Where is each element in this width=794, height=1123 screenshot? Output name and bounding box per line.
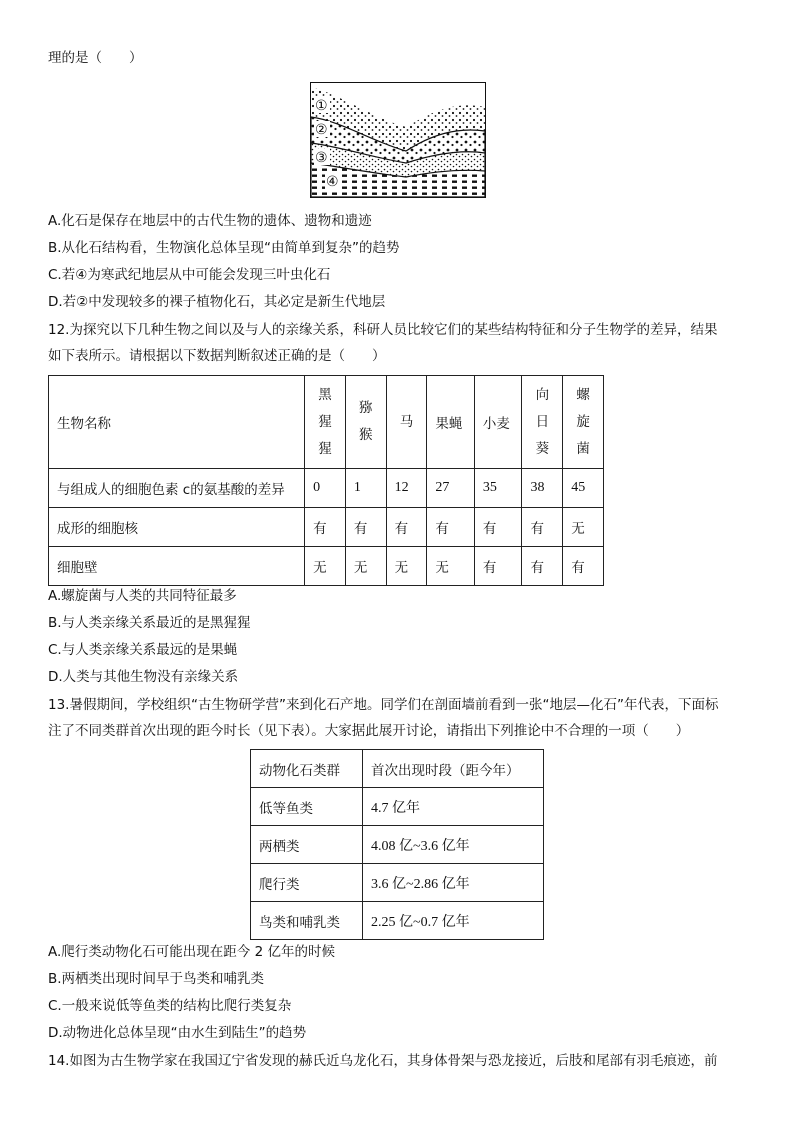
- species-header: 螺旋菌: [576, 386, 590, 457]
- q13-option-a: A.爬行类动物化石可能出现在距今 2 亿年的时候: [48, 944, 335, 960]
- q12-stem-line2: 如下表所示。请根据以下数据判断叙述正确的是（ ）: [48, 348, 386, 364]
- q12-option-a: A.螺旋菌与人类的共同特征最多: [48, 588, 237, 604]
- layer-label-3: ③: [315, 150, 328, 166]
- table-cell: 12: [386, 469, 427, 508]
- table-cell: 有: [474, 508, 522, 547]
- row-label: 细胞壁: [49, 547, 305, 586]
- table-cell: 4.08 亿~3.6 亿年: [363, 826, 544, 864]
- q12-stem-line1: 12.为探究以下几种生物之间以及与人的亲缘关系，科研人员比较它们的某些结构特征和分子生物学的差异，结果: [48, 322, 718, 338]
- table-cell: 4.7 亿年: [363, 788, 544, 826]
- species-header: 黑猩猩: [318, 386, 332, 457]
- layer-label-4: ④: [326, 174, 339, 190]
- species-header: 果蝇: [427, 376, 475, 469]
- table-cell: 有: [522, 508, 563, 547]
- table-row: [49, 547, 604, 586]
- table-cell: 无: [427, 547, 475, 586]
- table-cell: 两栖类: [251, 826, 363, 864]
- layer-label-1: ①: [315, 98, 328, 114]
- q12-table: [48, 375, 604, 586]
- q14-stem-line1: 14.如图为古生物学家在我国辽宁省发现的赫氏近乌龙化石，其身体骨架与恐龙接近，后肢和尾部有羽毛痕迹，前: [48, 1053, 718, 1069]
- table-cell: 0: [305, 469, 346, 508]
- table-cell: 3.6 亿~2.86 亿年: [363, 864, 544, 902]
- table-cell: 27: [427, 469, 475, 508]
- table-cell: 无: [386, 547, 427, 586]
- q12-option-b: B.与人类亲缘关系最近的是黑猩猩: [48, 615, 251, 631]
- q11-option-a: A.化石是保存在地层中的古代生物的遗体、遗物和遗迹: [48, 213, 372, 229]
- table-cell: 有: [474, 547, 522, 586]
- q13-option-d: D.动物进化总体呈现“由水生到陆生”的趋势: [48, 1025, 307, 1041]
- table-cell: 45: [563, 469, 604, 508]
- stratum-figure: [310, 82, 486, 198]
- q11-option-b: B.从化石结构看，生物演化总体呈现“由简单到复杂”的趋势: [48, 240, 400, 256]
- table-row: [251, 902, 544, 940]
- table-header-cell: 生物名称: [49, 376, 305, 469]
- table-cell: 无: [563, 508, 604, 547]
- table-row: [49, 508, 604, 547]
- table-cell: 爬行类: [251, 864, 363, 902]
- q12-option-c: C.与人类亲缘关系最远的是果蝇: [48, 642, 238, 658]
- q13-stem-line1: 13.暑假期间，学校组织“古生物研学营”来到化石产地。同学们在剖面墙前看到一张“地层—化石”年代表，下面标: [48, 697, 719, 713]
- table-cell: 35: [474, 469, 522, 508]
- table-row: [251, 826, 544, 864]
- table-cell: 无: [345, 547, 386, 586]
- table-cell: 有: [522, 547, 563, 586]
- q13-option-c: C.一般来说低等鱼类的结构比爬行类复杂: [48, 998, 292, 1014]
- table-cell: 1: [345, 469, 386, 508]
- layer-label-2: ②: [315, 122, 328, 138]
- table-row: [251, 864, 544, 902]
- q11-option-c: C.若④为寒武纪地层从中可能会发现三叶虫化石: [48, 267, 331, 283]
- species-header: 马: [399, 413, 414, 430]
- table-cell: 有: [386, 508, 427, 547]
- row-label: 与组成人的细胞色素 c的氨基酸的差异: [49, 469, 305, 508]
- q12-option-d: D.人类与其他生物没有亲缘关系: [48, 669, 239, 685]
- table-cell: 38: [522, 469, 563, 508]
- q11-option-d: D.若②中发现较多的裸子植物化石，其必定是新生代地层: [48, 294, 386, 310]
- table-cell: 有: [345, 508, 386, 547]
- species-header: 小麦: [474, 376, 522, 469]
- table-row: [251, 788, 544, 826]
- q13-table: [250, 749, 544, 940]
- table-cell: 有: [305, 508, 346, 547]
- table-cell: 低等鱼类: [251, 788, 363, 826]
- q13-option-b: B.两栖类出现时间早于鸟类和哺乳类: [48, 971, 265, 987]
- q13-stem-line2: 注了不同类群首次出现的距今时长（见下表）。大家据此展开讨论，请指出下列推论中不合理的一项（ ）: [48, 723, 690, 739]
- table-cell: 有: [563, 547, 604, 586]
- species-header: 猕猴: [358, 400, 373, 443]
- stratum-diagram: [311, 83, 485, 197]
- row-label: 成形的细胞核: [49, 508, 305, 547]
- q11-tail: 理的是（ ）: [48, 50, 143, 66]
- table-header-cell: 动物化石类群: [251, 750, 363, 788]
- table-header-cell: 首次出现时段（距今年）: [363, 750, 544, 788]
- table-row: [49, 469, 604, 508]
- table-header-row: [251, 750, 544, 788]
- table-header-row: [49, 376, 604, 469]
- table-cell: 2.25 亿~0.7 亿年: [363, 902, 544, 940]
- species-header: 向日葵: [535, 386, 550, 457]
- table-cell: 无: [305, 547, 346, 586]
- table-cell: 鸟类和哺乳类: [251, 902, 363, 940]
- table-cell: 有: [427, 508, 475, 547]
